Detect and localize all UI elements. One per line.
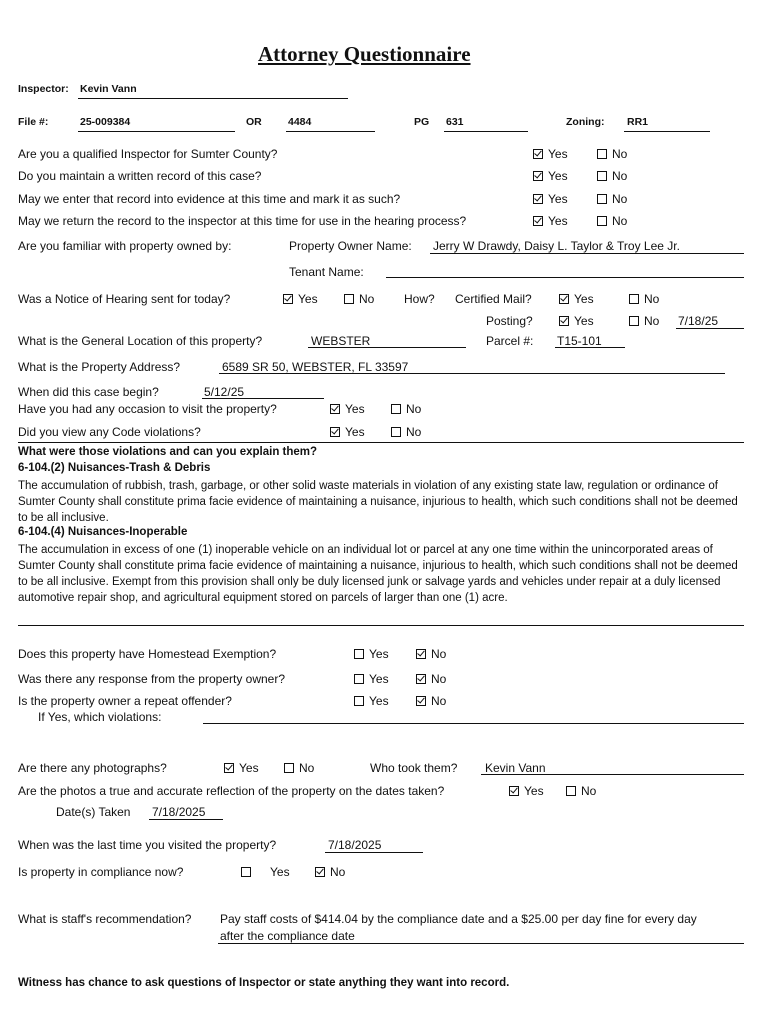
- checkbox-checked-icon: [533, 194, 543, 204]
- return-yes[interactable]: Yes: [533, 214, 568, 228]
- address-value: 6589 SR 50, WEBSTER, FL 33597: [222, 360, 409, 374]
- checkbox-icon: [241, 867, 251, 877]
- checkbox-checked-icon: [559, 294, 569, 304]
- checkbox-checked-icon: [416, 649, 426, 659]
- pg-label: PG: [414, 116, 430, 128]
- q-address: What is the Property Address?: [18, 360, 181, 374]
- checkbox-checked-icon: [559, 316, 569, 326]
- posting-date: 7/18/25: [678, 314, 719, 328]
- q-visit: Have you had any occasion to visit the property?: [18, 402, 277, 416]
- zoning-value: RR1: [627, 116, 649, 128]
- checkbox-checked-icon: [533, 171, 543, 181]
- checkbox-checked-icon: [509, 786, 519, 796]
- photos-yes[interactable]: Yes: [224, 761, 259, 775]
- checkbox-icon: [354, 674, 364, 684]
- checkbox-checked-icon: [330, 404, 340, 414]
- certified-no[interactable]: No: [629, 292, 659, 306]
- who-took-value: Kevin Vann: [485, 761, 546, 775]
- checkbox-icon: [284, 763, 294, 773]
- written-yes[interactable]: Yes: [533, 169, 568, 183]
- return-no[interactable]: No: [597, 214, 627, 228]
- violation-2-text: The accumulation in excess of one (1) inoperable vehicle on an individual lot or parcel at any one time within the unincorporated areas of Sumter County shall constitute prima facie evidence of maintaining a nuisance, injurious to health, which such conditions shall not be deemed to be all inclusive. Exempt from this provision shall only be duly licensed junk or salvage yards and vehicles under repair at a duly licensed automotive repair shop, and agricultural equipment stored on parcels of larger than one (1) acre.: [18, 544, 738, 604]
- checkbox-icon: [597, 171, 607, 181]
- checkbox-checked-icon: [330, 427, 340, 437]
- or-value: 4484: [288, 116, 312, 128]
- q-recommendation: What is staff's recommendation?: [18, 912, 192, 926]
- accurate-yes[interactable]: Yes: [509, 784, 544, 798]
- evidence-no[interactable]: No: [597, 192, 627, 206]
- checkbox-icon: [391, 427, 401, 437]
- posting-yes[interactable]: Yes: [559, 314, 594, 328]
- violation-2-title: 6-104.(4) Nuisances-Inoperable: [18, 526, 188, 538]
- notice-yes[interactable]: Yes: [283, 292, 318, 306]
- inspector-label: Inspector:: [18, 83, 69, 95]
- q-location: What is the General Location of this property?: [18, 334, 263, 348]
- evidence-yes[interactable]: Yes: [533, 192, 568, 206]
- repeat-yes[interactable]: Yes: [354, 694, 389, 708]
- certified-yes[interactable]: Yes: [559, 292, 594, 306]
- parcel-label: Parcel #:: [486, 334, 534, 348]
- witness-note: Witness has chance to ask questions of Inspector or state anything they want into record.: [18, 977, 510, 989]
- q-notice: Was a Notice of Hearing sent for today?: [18, 292, 231, 306]
- q-familiar: Are you familiar with property owned by:: [18, 239, 232, 253]
- or-label: OR: [246, 116, 262, 128]
- owner-label: Property Owner Name:: [289, 239, 412, 253]
- homestead-yes[interactable]: Yes: [354, 647, 389, 661]
- pg-value: 631: [446, 116, 464, 128]
- q-compliance: Is property in compliance now?: [18, 865, 184, 879]
- qualified-yes[interactable]: Yes: [533, 147, 568, 161]
- q-last-visit: When was the last time you visited the property?: [18, 838, 277, 852]
- checkbox-icon: [629, 316, 639, 326]
- q-written: Do you maintain a written record of this case?: [18, 169, 262, 183]
- q-homestead: Does this property have Homestead Exemption?: [18, 647, 277, 661]
- checkbox-icon: [597, 216, 607, 226]
- homestead-no[interactable]: No: [416, 647, 446, 661]
- violations-yes[interactable]: Yes: [330, 425, 365, 439]
- q-return: May we return the record to the inspector at this time for use in the hearing process?: [18, 214, 467, 228]
- checkbox-icon: [597, 149, 607, 159]
- checkbox-icon: [629, 294, 639, 304]
- violation-1-title: 6-104.(2) Nuisances-Trash & Debris: [18, 462, 211, 474]
- page-title: Attorney Questionnaire: [258, 42, 471, 66]
- checkbox-checked-icon: [533, 149, 543, 159]
- posting-no[interactable]: No: [629, 314, 659, 328]
- violation-1-text: The accumulation of rubbish, trash, garbage, or other solid waste materials in violation of any existing state law, regulation or ordinance of Sumter County shall constitute prima facie evidence of maintaining a nuisance, injurious to health, which such conditions shall not be deemed to be all inclusive.: [18, 480, 738, 524]
- accurate-no[interactable]: No: [566, 784, 596, 798]
- response-yes[interactable]: Yes: [354, 672, 389, 686]
- q-accurate: Are the photos a true and accurate reflection of the property on the dates taken?: [18, 784, 445, 798]
- compliance-yes[interactable]: Yes: [241, 865, 290, 879]
- zoning-label: Zoning:: [566, 116, 605, 128]
- q-evidence: May we enter that record into evidence at this time and mark it as such?: [18, 192, 401, 206]
- q-response: Was there any response from the property owner?: [18, 672, 286, 686]
- checkbox-icon: [391, 404, 401, 414]
- dates-taken-label: Date(s) Taken: [56, 805, 131, 819]
- checkbox-icon: [344, 294, 354, 304]
- repeat-no[interactable]: No: [416, 694, 446, 708]
- begin-value: 5/12/25: [204, 385, 245, 399]
- file-label: File #:: [18, 116, 49, 128]
- recommendation-line-1: Pay staff costs of $414.04 by the compliance date and a $25.00 per day fine for every day: [220, 912, 697, 926]
- tenant-label: Tenant Name:: [289, 265, 364, 279]
- parcel-value: T15-101: [557, 334, 602, 348]
- inspector-value: Kevin Vann: [80, 83, 137, 95]
- dates-taken-value: 7/18/2025: [152, 805, 206, 819]
- checkbox-checked-icon: [224, 763, 234, 773]
- checkbox-icon: [354, 649, 364, 659]
- checkbox-icon: [597, 194, 607, 204]
- checkbox-icon: [566, 786, 576, 796]
- checkbox-checked-icon: [315, 867, 325, 877]
- checkbox-checked-icon: [416, 696, 426, 706]
- location-value: WEBSTER: [311, 334, 371, 348]
- q-begin: When did this case begin?: [18, 385, 159, 399]
- visit-no[interactable]: No: [391, 402, 421, 416]
- posting-label: Posting?: [486, 314, 533, 328]
- compliance-no[interactable]: No: [315, 865, 345, 879]
- which-violations-label: If Yes, which violations:: [38, 710, 162, 724]
- visit-yes[interactable]: Yes: [330, 402, 365, 416]
- response-no[interactable]: No: [416, 672, 446, 686]
- how-label: How?: [404, 292, 435, 306]
- violations-heading: What were those violations and can you explain them?: [18, 446, 318, 458]
- owner-value: Jerry W Drawdy, Daisy L. Taylor & Troy Lee Jr.: [433, 239, 680, 253]
- checkbox-checked-icon: [416, 674, 426, 684]
- q-photos: Are there any photographs?: [18, 761, 167, 775]
- checkbox-icon: [354, 696, 364, 706]
- written-no[interactable]: No: [597, 169, 627, 183]
- checkbox-checked-icon: [533, 216, 543, 226]
- q-qualified: Are you a qualified Inspector for Sumter County?: [18, 147, 278, 161]
- recommendation-line-2: after the compliance date: [220, 929, 355, 943]
- notice-no[interactable]: No: [344, 292, 374, 306]
- last-visit-value: 7/18/2025: [328, 838, 382, 852]
- q-violations: Did you view any Code violations?: [18, 425, 201, 439]
- checkbox-checked-icon: [283, 294, 293, 304]
- violations-no[interactable]: No: [391, 425, 421, 439]
- q-repeat: Is the property owner a repeat offender?: [18, 694, 232, 708]
- photos-no[interactable]: No: [284, 761, 314, 775]
- qualified-no[interactable]: No: [597, 147, 627, 161]
- certified-label: Certified Mail?: [455, 292, 532, 306]
- file-value: 25-009384: [80, 116, 131, 128]
- who-took-label: Who took them?: [370, 761, 458, 775]
